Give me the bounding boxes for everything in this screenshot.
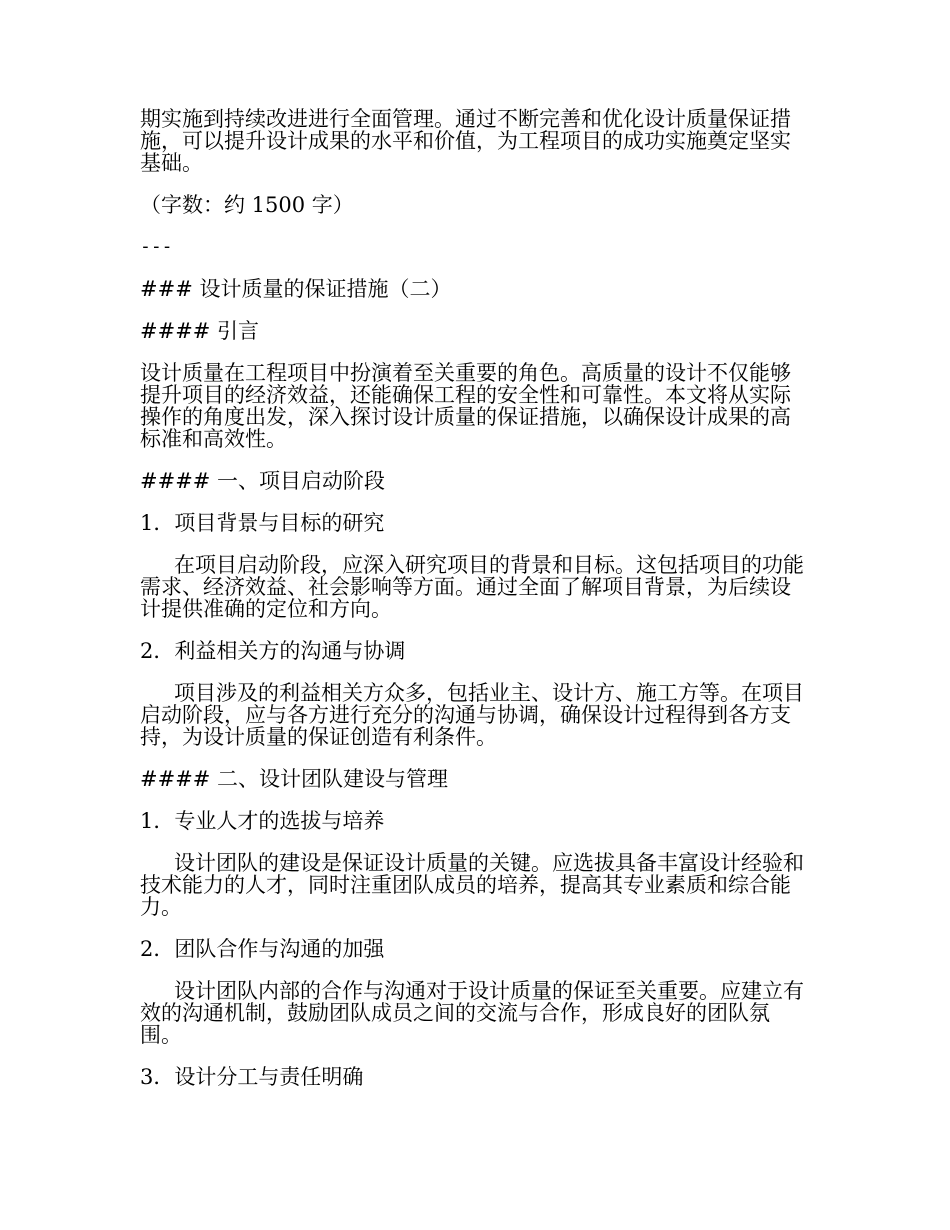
section-heading-1: #### 一、项目启动阶段	[140, 469, 386, 493]
section1-item2-body: 项目涉及的利益相关方众多，包括业主、设计方、施工方等。在项目启动阶段，应与各方进行充分的沟通与协调，确保设计过程得到各方支持，为设计质量的保证创造有利条件。	[140, 681, 804, 749]
section-heading-2: #### 二、设计团队建设与管理	[140, 767, 449, 791]
intro-continuation-paragraph: 期实施到持续改进进行全面管理。通过不断完善和优化设计质量保证措施，可以提升设计成果的水平和价值，为工程项目的成功实施奠定坚实基础。	[140, 107, 791, 175]
intro-paragraph: 设计质量在工程项目中扮演着至关重要的角色。高质量的设计不仅能够提升项目的经济效益，还能确保工程的安全性和可靠性。本文将从实际操作的角度出发，深入探讨设计质量的保证措施，以确保设计成果的高标准和高效性。	[140, 361, 791, 451]
word-count-note: （字数：约 1500 字）	[140, 193, 354, 217]
section1-item1-title: 1．项目背景与目标的研究	[140, 511, 385, 535]
section2-item2-title: 2．团队合作与沟通的加强	[140, 937, 385, 961]
intro-heading: #### 引言	[140, 319, 260, 343]
section2-item3-title: 3．设计分工与责任明确	[140, 1065, 364, 1089]
section2-item2-body: 设计团队内部的合作与沟通对于设计质量的保证至关重要。应建立有效的沟通机制，鼓励团队成员之间的交流与合作，形成良好的团队氛围。	[140, 979, 804, 1047]
section1-item2-title: 2．利益相关方的沟通与协调	[140, 639, 406, 663]
separator-line: ---	[140, 236, 173, 257]
document-content	[140, 108, 808, 1088]
section1-item1-body: 在项目启动阶段，应深入研究项目的背景和目标。这包括项目的功能需求、经济效益、社会影响等方面。通过全面了解项目背景，为后续设计提供准确的定位和方向。	[140, 553, 804, 621]
document-title: ### 设计质量的保证措施（二）	[140, 277, 452, 301]
section2-item1-body: 设计团队的建设是保证设计质量的关键。应选拔具备丰富设计经验和技术能力的人才，同时注重团队成员的培养，提高其专业素质和综合能力。	[140, 851, 804, 919]
section2-item1-title: 1．专业人才的选拔与培养	[140, 809, 385, 833]
